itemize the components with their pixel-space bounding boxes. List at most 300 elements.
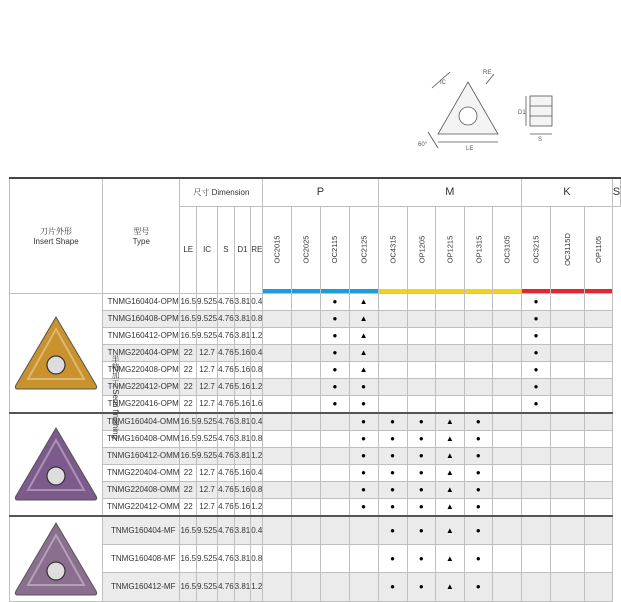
grade-mark-cell: ▲ [436,430,465,447]
grade-mark-cell: ● [378,481,407,498]
grade-mark-cell: ▲ [436,573,465,601]
grade-mark-cell: ● [522,395,551,413]
grade-mark-cell [550,327,584,344]
grade-mark-cell: ● [321,344,349,361]
dim-cell-re: 1.2 [251,498,263,516]
grade-mark-cell: ▲ [349,310,378,327]
dim-cell-ic: 12.7 [197,464,218,481]
grade-mark-cell [292,464,321,481]
grade-mark-cell [493,516,522,545]
re-label: RE [483,70,492,76]
dim-cell-le: 16.5 [180,545,197,573]
grade-mark-cell [263,545,292,573]
triangle-insert-icon [10,311,102,395]
dim-cell-s: 4.76 [218,293,235,310]
grade-color-bar [522,289,550,293]
grade-mark-cell [584,545,612,573]
grade-mark-cell [584,516,612,545]
dim-cell-ic: 12.7 [197,378,218,395]
grade-mark-cell [464,361,493,378]
grade-mark-cell [550,344,584,361]
grade-mark-cell: ● [378,447,407,464]
triangle-insert-icon [10,422,102,506]
grade-mark-cell [263,310,292,327]
dim-cell-s: 4.76 [218,464,235,481]
dim-cell-re: 0.8 [251,361,263,378]
grade-mark-cell: ● [464,464,493,481]
grade-mark-cell [493,545,522,573]
grade-mark-cell: ● [407,464,436,481]
dim-cell-re: 0.4 [251,464,263,481]
dim-cell-re: 1.2 [251,327,263,344]
grade-mark-cell [263,378,292,395]
grade-label: OC3105 [502,235,512,264]
grade-col-oc4315 [378,206,407,293]
grade-mark-cell [263,344,292,361]
dim-cell-d1: 3.81 [234,413,251,431]
grade-mark-cell [464,395,493,413]
grade-label: OP1105 [593,236,603,263]
dim-cell-re: 0.8 [251,430,263,447]
grade-mark-cell: ● [464,498,493,516]
grade-mark-cell [522,516,551,545]
grade-mark-cell [493,293,522,310]
grade-mark-cell [263,327,292,344]
dim-cell-ic: 9.525 [197,516,218,545]
dim-cell-s: 4.76 [218,573,235,601]
type-header [103,178,180,293]
type-cell: TNMG220412-OPM [103,378,180,395]
dim-cell-d1: 5.16 [234,361,251,378]
group-header-m: M [378,178,521,206]
grade-mark-cell [292,310,321,327]
grade-mark-cell: ● [464,516,493,545]
grade-mark-cell: ● [522,361,551,378]
dim-cell-ic: 12.7 [197,344,218,361]
grade-mark-cell [550,310,584,327]
type-cell: TNMG220404-OMM [103,464,180,481]
dim-cell-ic: 9.525 [197,293,218,310]
grade-mark-cell: ▲ [436,516,465,545]
triangle-insert-icon [10,517,102,601]
grade-mark-cell: ● [407,430,436,447]
grade-mark-cell [263,293,292,310]
grade-mark-cell: ● [378,573,407,601]
dim-cell-s: 4.76 [218,361,235,378]
grade-label: OP1315 [473,235,483,264]
grade-label: OC2015 [272,235,282,264]
grade-mark-cell [464,378,493,395]
dim-cell-ic: 12.7 [197,498,218,516]
grade-label: OC2125 [359,235,369,264]
dim-cell-ic: 9.525 [197,310,218,327]
grade-mark-cell [292,481,321,498]
dim-cell-d1: 3.81 [234,430,251,447]
grade-mark-cell [378,378,407,395]
grade-mark-cell: ● [378,498,407,516]
insert-spec-table [9,177,621,602]
dim-cell-d1: 5.16 [234,395,251,413]
grade-col-oc3105 [493,206,522,293]
grade-mark-cell [493,481,522,498]
insert-shape-header [10,178,103,293]
grade-mark-cell [584,481,612,498]
grade-mark-cell [263,481,292,498]
grade-mark-cell [584,447,612,464]
dim-cell-d1: 5.16 [234,464,251,481]
grade-mark-cell: ● [464,481,493,498]
dim-cell-s: 4.76 [218,430,235,447]
dim-cell-s: 4.76 [218,545,235,573]
grade-mark-cell [349,516,378,545]
grade-mark-cell: ● [349,413,378,431]
grade-color-bar [350,289,378,293]
grade-mark-cell: ● [321,327,349,344]
dim-cell-le: 16.5 [180,310,197,327]
grade-mark-cell: ● [522,378,551,395]
grade-mark-cell: ▲ [349,344,378,361]
grade-mark-cell [550,447,584,464]
grade-mark-cell [584,361,612,378]
le-label: LE [466,146,474,152]
grade-mark-cell: ▲ [436,413,465,431]
type-cell: TNMG220412-OMM [103,498,180,516]
grade-mark-cell: ● [378,430,407,447]
grade-col-op1215 [436,206,465,293]
grade-label: OC2115 [330,235,340,264]
grade-mark-cell: ● [349,447,378,464]
grade-mark-cell [550,430,584,447]
dim-col-s: S [218,206,235,293]
angle-label: 60° [418,142,428,148]
dim-cell-re: 1.2 [251,447,263,464]
grade-mark-cell [407,310,436,327]
type-cell: TNMG220404-OPM [103,344,180,361]
dim-cell-d1: 3.81 [234,310,251,327]
grade-mark-cell [493,430,522,447]
dim-cell-ic: 9.525 [197,413,218,431]
dim-cell-s: 4.76 [218,378,235,395]
grade-mark-cell [436,344,465,361]
grade-mark-cell [550,413,584,431]
category-label: 半精加工 Semi finishing [111,355,120,440]
grade-mark-cell: ● [522,327,551,344]
grade-mark-cell [522,430,551,447]
grade-label: OC3115D [562,233,572,266]
type-cell: TNMG160412-MF [103,573,180,601]
grade-col-op1315 [464,206,493,293]
dim-cell-re: 1.6 [251,395,263,413]
dim-cell-d1: 3.81 [234,293,251,310]
dim-cell-le: 22 [180,344,197,361]
grade-mark-cell [464,310,493,327]
grade-color-bar [585,289,612,293]
grade-mark-cell [321,516,349,545]
dim-cell-d1: 5.16 [234,344,251,361]
dim-cell-le: 22 [180,395,197,413]
dim-cell-ic: 9.525 [197,327,218,344]
dim-col-ic: IC [197,206,218,293]
grade-mark-cell [263,430,292,447]
dim-cell-le: 16.5 [180,430,197,447]
grade-mark-cell [349,545,378,573]
grade-mark-cell [263,516,292,545]
dim-cell-re: 0.4 [251,293,263,310]
insert-shape-header-en: Insert Shape [33,236,79,246]
grade-mark-cell [263,413,292,431]
dim-cell-le: 16.5 [180,516,197,545]
dim-cell-s: 4.76 [218,413,235,431]
dim-cell-le: 16.5 [180,447,197,464]
dimension-header-cn: 尺寸 [193,187,210,197]
type-cell: TNMG160404-OMM [103,413,180,431]
grade-mark-cell [522,413,551,431]
grade-mark-cell [378,361,407,378]
dim-cell-ic: 9.525 [197,447,218,464]
dim-cell-d1: 3.81 [234,447,251,464]
d1-label: D1 [518,110,526,116]
grade-mark-cell: ● [321,395,349,413]
type-cell: TNMG220408-OMM [103,481,180,498]
grade-mark-cell: ● [378,464,407,481]
type-cell: TNMG160408-OMM [103,430,180,447]
dim-cell-ic: 9.525 [197,545,218,573]
grade-mark-cell [584,344,612,361]
grade-mark-cell [493,361,522,378]
grade-mark-cell [584,413,612,431]
grade-mark-cell [550,464,584,481]
grade-mark-cell [263,498,292,516]
dim-cell-s: 4.76 [218,327,235,344]
grade-mark-cell [464,327,493,344]
type-header-cn: 型号 [133,226,150,236]
dim-cell-s: 4.76 [218,395,235,413]
grade-mark-cell: ● [407,481,436,498]
grade-color-bar [493,289,521,293]
table-row [10,413,621,431]
grade-mark-cell: ● [378,413,407,431]
type-cell: TNMG160408-MF [103,545,180,573]
grade-mark-cell: ● [349,464,378,481]
grade-mark-cell [407,327,436,344]
grade-mark-cell: ▲ [436,545,465,573]
dim-cell-d1: 3.81 [234,327,251,344]
grade-mark-cell [522,498,551,516]
grade-mark-cell [550,481,584,498]
grade-mark-cell [464,293,493,310]
grade-label: OC4315 [388,235,398,264]
grade-mark-cell [321,498,349,516]
grade-mark-cell: ● [349,378,378,395]
grade-mark-cell [522,573,551,601]
grade-color-bar [408,289,436,293]
grade-mark-cell [378,344,407,361]
insert-shape-image [10,413,103,516]
grade-mark-cell: ● [378,516,407,545]
grade-mark-cell [292,545,321,573]
grade-mark-cell [292,344,321,361]
grade-mark-cell [550,395,584,413]
grade-mark-cell [493,413,522,431]
grade-mark-cell [292,378,321,395]
grade-mark-cell: ● [321,378,349,395]
grade-mark-cell [378,395,407,413]
grade-color-bar [263,289,291,293]
grade-mark-cell [584,464,612,481]
dim-cell-re: 0.8 [251,310,263,327]
type-header-en: Type [132,236,150,246]
grade-col-oc3215 [522,206,551,293]
grade-mark-cell: ▲ [349,327,378,344]
grade-mark-cell: ● [464,573,493,601]
dim-col-re: RE [251,206,263,293]
grade-mark-cell [550,573,584,601]
type-cell: TNMG160404-MF [103,516,180,545]
grade-color-bar [379,289,407,293]
grade-mark-cell [321,481,349,498]
dim-cell-ic: 12.7 [197,481,218,498]
grade-mark-cell [378,327,407,344]
dim-cell-le: 22 [180,378,197,395]
grade-mark-cell [263,464,292,481]
grade-mark-cell: ● [407,498,436,516]
dim-cell-d1: 3.81 [234,545,251,573]
grade-mark-cell [584,310,612,327]
grade-mark-cell: ▲ [436,447,465,464]
dim-cell-re: 1.2 [251,573,263,601]
dim-cell-d1: 5.16 [234,481,251,498]
grade-mark-cell [321,430,349,447]
grade-mark-cell: ● [464,545,493,573]
grade-mark-cell [292,573,321,601]
dim-cell-le: 22 [180,361,197,378]
grade-mark-cell [550,498,584,516]
grade-mark-cell [522,481,551,498]
grade-mark-cell [584,498,612,516]
dim-cell-le: 22 [180,481,197,498]
grade-mark-cell [493,327,522,344]
grade-mark-cell: ● [349,481,378,498]
dim-cell-le: 22 [180,464,197,481]
grade-mark-cell [321,413,349,431]
dimension-header-en: Dimension [211,187,250,197]
grade-mark-cell [292,430,321,447]
group-header-s: S [612,178,620,206]
grade-mark-cell [522,545,551,573]
grade-mark-cell: ▲ [436,498,465,516]
grade-label: OC2025 [301,235,311,264]
dim-cell-re: 1.2 [251,378,263,395]
grade-mark-cell: ● [464,447,493,464]
grade-mark-cell: ● [321,361,349,378]
grade-mark-cell [550,293,584,310]
grade-mark-cell: ● [378,545,407,573]
grade-mark-cell [493,573,522,601]
grade-col-op1105 [584,206,612,293]
type-cell: TNMG220408-OPM [103,361,180,378]
grade-mark-cell [407,293,436,310]
grade-mark-cell [436,310,465,327]
grade-label: OP1205 [416,235,426,264]
grade-mark-cell: ● [522,293,551,310]
dim-cell-d1: 3.81 [234,573,251,601]
grade-mark-cell [292,413,321,431]
group-header-k: K [522,178,613,206]
dim-cell-le: 16.5 [180,293,197,310]
table-row [10,516,621,545]
insert-dimension-diagram [0,0,600,170]
dim-cell-d1: 5.16 [234,498,251,516]
grade-mark-cell [493,378,522,395]
grade-mark-cell [292,327,321,344]
grade-mark-cell: ● [522,310,551,327]
dim-cell-ic: 9.525 [197,573,218,601]
grade-col-oc2025 [292,206,321,293]
grade-mark-cell [584,378,612,395]
grade-label: OP1215 [445,235,455,264]
dim-cell-d1: 5.16 [234,378,251,395]
grade-mark-cell: ● [464,430,493,447]
grade-col-op1205 [407,206,436,293]
grade-mark-cell: ● [464,413,493,431]
grade-mark-cell: ● [522,344,551,361]
dim-cell-s: 4.76 [218,447,235,464]
grade-mark-cell [584,327,612,344]
grade-mark-cell [436,361,465,378]
dim-col-d1: D1 [234,206,251,293]
grade-mark-cell [378,310,407,327]
grade-mark-cell: ● [407,413,436,431]
grade-mark-cell [493,344,522,361]
grade-mark-cell: ● [349,430,378,447]
grade-mark-cell [292,447,321,464]
type-cell: TNMG160412-OMM [103,447,180,464]
grade-mark-cell [292,293,321,310]
grade-mark-cell [436,395,465,413]
grade-mark-cell [436,327,465,344]
grade-mark-cell: ▲ [436,464,465,481]
grade-mark-cell [584,430,612,447]
grade-col-oc2015 [263,206,292,293]
insert-shape-image [10,516,103,602]
grade-mark-cell [584,573,612,601]
type-cell: TNMG220416-OPM [103,395,180,413]
grade-mark-cell [292,361,321,378]
grade-mark-cell [263,573,292,601]
grade-mark-cell [550,545,584,573]
grade-mark-cell: ▲ [349,293,378,310]
ic-label: IC [440,80,446,86]
grade-mark-cell [584,293,612,310]
type-cell: TNMG160404-OPM [103,293,180,310]
grade-mark-cell [522,447,551,464]
dim-cell-ic: 12.7 [197,395,218,413]
grade-mark-cell [493,498,522,516]
grade-mark-cell [263,361,292,378]
grade-mark-cell [349,573,378,601]
grade-mark-cell [292,395,321,413]
grade-mark-cell [550,378,584,395]
grade-mark-cell [436,378,465,395]
grade-mark-cell: ● [321,293,349,310]
dim-cell-ic: 9.525 [197,430,218,447]
dim-cell-s: 4.76 [218,498,235,516]
dim-cell-le: 16.5 [180,327,197,344]
grade-mark-cell [493,447,522,464]
grade-label: OC3215 [531,235,541,264]
group-header-p: P [263,178,378,206]
grade-mark-cell [550,516,584,545]
